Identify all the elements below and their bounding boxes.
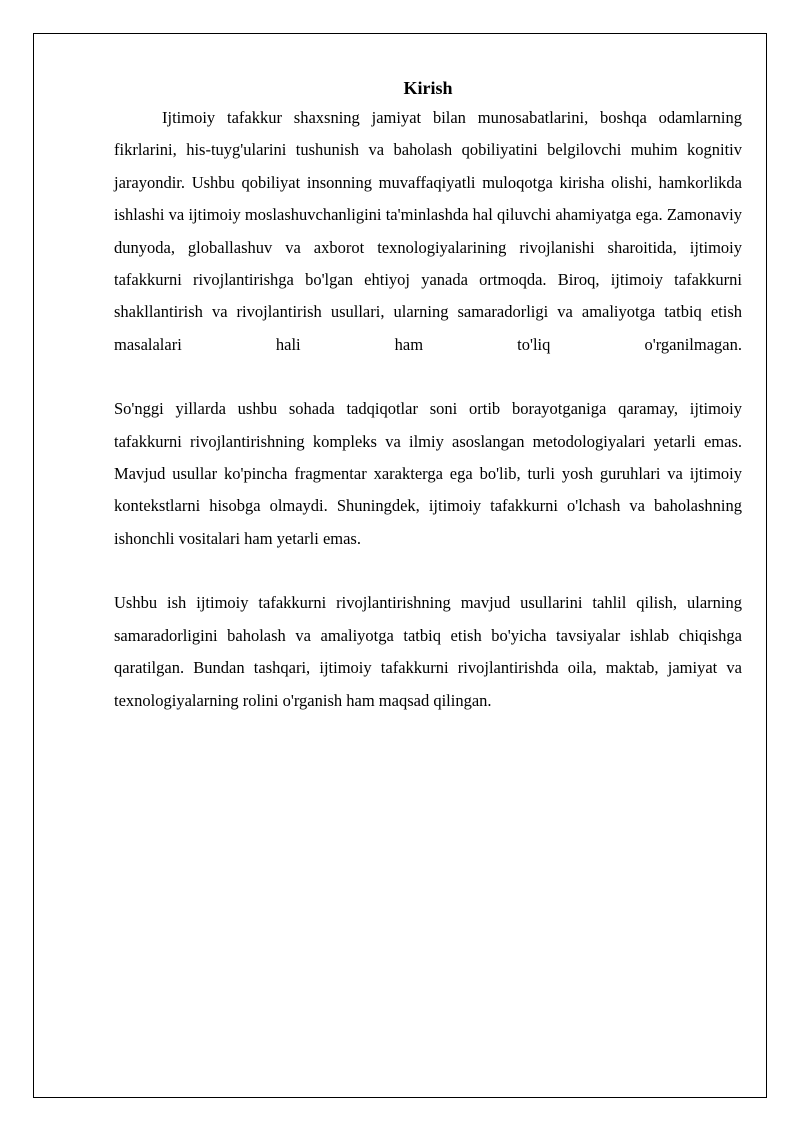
paragraph-intro: Ijtimoiy tafakkur shaxsning jamiyat bilan munosabatlarini, boshqa odamlarning fikrlarini, his-tuyg'ularini tushunish va baholash qobiliyatini belgilovchi muhim kognitiv jarayondir. Ushbu qobiliyat insonning muvaffaqiyatli muloqotga kirisha olishi, hamkorlikda ishlashi va ijtimoiy moslashuvchanligini ta'minlashda hal qiluvchi ahamiyatga ega. Zamonaviy dunyoda, globallashuv va axborot texnologiyalarining rivojlanishi sharoitida, ijtimoiy tafakkurni rivojlantirishga bo'lgan ehtiyoj yanada ortmoqda. Biroq, ijtimoiy tafakkurni shakllantirish va rivojlantirish usullari, ularning samaradorligi va amaliyotga tatbiq etish masalalari hali ham to'liq o'rganilmagan.	[114, 108, 742, 354]
document-title: Kirish	[403, 78, 453, 98]
paragraph-goal: Ushbu ish ijtimoiy tafakkurni rivojlantirishning mavjud usullarini tahlil qilish, ularning samaradorligini baholash va amaliyotga tatbiq etish bo'yicha tavsiyalar ishlab chiqishga qaratilgan. Bundan tashqari, ijtimoiy tafakkurni rivojlantirishda oila, maktab, jamiyat va texnologiyalarning rolini o'rganish ham maqsad qilingan.	[114, 593, 742, 710]
paragraph-gap	[114, 555, 742, 587]
document-body	[114, 74, 742, 717]
paragraph-gap	[114, 361, 742, 393]
paragraph-research: So'nggi yillarda ushbu sohada tadqiqotlar soni ortib borayotganiga qaramay, ijtimoiy tafakkurni rivojlantirishning kompleks va ilmiy asoslangan metodologiyalari yetarli emas. Mavjud usullar ko'pincha fragmentar xarakterga ega bo'lib, turli yosh guruhlari va ijtimoiy kontekstlarni hisobga olmaydi. Shuningdek, ijtimoiy tafakkurni o'lchash va baholashning ishonchli vositalari ham yetarli emas.	[114, 399, 742, 548]
